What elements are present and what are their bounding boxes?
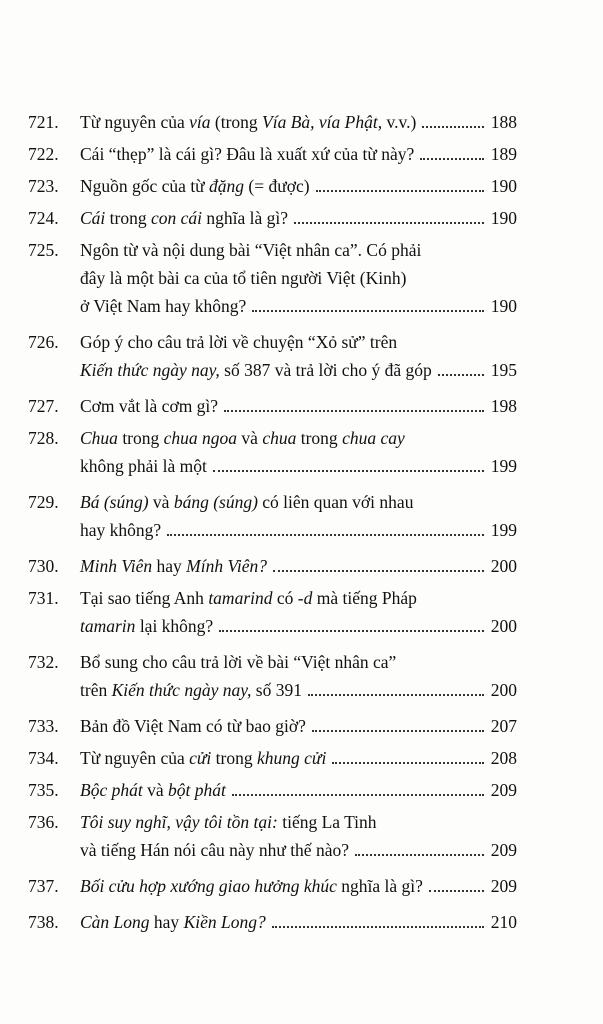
entry-title — [80, 172, 517, 200]
title-text — [80, 776, 226, 804]
italic-term: cửi — [189, 748, 212, 768]
italic-term: Cái — [80, 208, 106, 228]
toc-entry — [0, 424, 603, 480]
italic-term: Minh Viên — [80, 556, 153, 576]
italic-term: Kiến thức ngày nay, — [80, 360, 220, 380]
dot-leader — [420, 157, 484, 160]
page-number: 209 — [490, 780, 517, 800]
dot-leader — [272, 925, 484, 928]
title-segment: trong — [105, 208, 151, 228]
entry-number: 734. — [28, 748, 59, 768]
title-text — [80, 392, 218, 420]
entry-title — [80, 204, 517, 232]
entry-title — [80, 424, 517, 480]
entry-title — [80, 584, 517, 640]
title-line — [80, 776, 517, 804]
title-segment: Từ nguyên của — [80, 112, 190, 132]
title-segment: v.v.) — [382, 112, 417, 132]
title-text — [80, 356, 432, 384]
title-line — [80, 648, 517, 676]
italic-term: con cái — [151, 208, 203, 228]
page-number: 190 — [490, 296, 517, 316]
entry-number: 728. — [28, 428, 59, 448]
title-text — [80, 744, 326, 772]
title-segment: và tiếng Hán nói câu này như thế nào? — [80, 840, 349, 860]
title-segment: trong — [117, 428, 164, 448]
dot-leader — [422, 125, 484, 128]
italic-term: chua — [262, 428, 297, 448]
table-of-contents — [0, 108, 603, 940]
toc-entry — [0, 908, 603, 936]
italic-term: bột phát — [167, 780, 226, 800]
toc-entry — [0, 204, 603, 232]
title-line — [80, 744, 517, 772]
entry-title — [80, 776, 517, 804]
italic-term: d — [303, 588, 313, 608]
entry-title — [80, 140, 517, 168]
title-line — [80, 584, 517, 612]
dot-leader — [316, 189, 484, 192]
title-segment: hay — [149, 912, 184, 932]
toc-entry — [0, 744, 603, 772]
entry-title — [80, 908, 517, 936]
title-segment: nghĩa là gì? — [336, 876, 423, 896]
entry-title — [80, 236, 517, 320]
page-number: 199 — [490, 456, 517, 476]
toc-entry — [0, 584, 603, 640]
page-number: 199 — [490, 520, 517, 540]
toc-entry — [0, 648, 603, 704]
toc-entry — [0, 108, 603, 136]
dot-leader — [308, 693, 484, 696]
title-segment: đây là một bài ca của tổ tiên người Việt (Kinh) — [80, 268, 407, 288]
title-segment: trong — [211, 748, 257, 768]
dot-leader — [332, 761, 484, 764]
title-segment: tiếng La Tinh — [277, 812, 377, 832]
title-segment: Cái “thẹp” là cái gì? Đâu là xuất xứ của từ này? — [80, 144, 415, 164]
toc-entry — [0, 808, 603, 864]
title-text — [80, 552, 267, 580]
entry-title — [80, 552, 517, 580]
title-text — [80, 140, 414, 168]
title-line — [80, 612, 517, 640]
italic-term: chua cay — [342, 428, 405, 448]
title-segment: hay không? — [80, 520, 162, 540]
toc-entry — [0, 140, 603, 168]
dot-leader — [232, 793, 484, 796]
title-text — [80, 836, 349, 864]
title-line — [80, 356, 517, 384]
title-line — [80, 264, 517, 292]
dot-leader — [273, 569, 484, 572]
entry-title — [80, 392, 517, 420]
title-text — [80, 872, 423, 900]
title-line — [80, 328, 517, 356]
title-text — [80, 676, 302, 704]
entry-number: 729. — [28, 492, 59, 512]
entry-number: 723. — [28, 176, 59, 196]
page-number: 208 — [490, 748, 517, 768]
entry-title — [80, 328, 517, 384]
title-text — [80, 452, 207, 480]
title-segment: mà tiếng Pháp — [312, 588, 417, 608]
page-number: 190 — [490, 176, 517, 196]
title-line — [80, 552, 517, 580]
entry-title — [80, 488, 517, 544]
title-text — [80, 204, 288, 232]
entry-title — [80, 872, 517, 900]
entry-number: 722. — [28, 144, 59, 164]
italic-term: Kiền Long? — [183, 912, 266, 932]
dot-leader — [438, 373, 484, 376]
title-segment: và — [148, 492, 174, 512]
entry-number: 735. — [28, 780, 59, 800]
title-text — [80, 292, 246, 320]
entry-title — [80, 108, 517, 136]
title-segment: có liên quan với nhau — [257, 492, 414, 512]
title-segment: Nguồn gốc của từ — [80, 176, 210, 196]
title-segment: Cơm vắt là cơm gì? — [80, 396, 219, 416]
dot-leader — [294, 221, 484, 224]
title-segment: (trong — [210, 112, 263, 132]
title-text — [80, 612, 213, 640]
title-line — [80, 204, 517, 232]
toc-entry — [0, 172, 603, 200]
title-line — [80, 712, 517, 740]
title-line — [80, 140, 517, 168]
entry-number: 724. — [28, 208, 59, 228]
title-line — [80, 108, 517, 136]
title-segment: trên — [80, 680, 112, 700]
title-segment: Từ nguyên của — [80, 748, 190, 768]
title-segment: không phải là một — [80, 456, 207, 476]
italic-term: tamarind — [208, 588, 273, 608]
title-line — [80, 808, 517, 836]
toc-entry — [0, 712, 603, 740]
page-number: 200 — [490, 680, 517, 700]
dot-leader — [167, 533, 484, 536]
entry-number: 725. — [28, 240, 59, 260]
dot-leader — [213, 469, 484, 472]
entry-number: 721. — [28, 112, 59, 132]
title-text — [80, 516, 161, 544]
italic-term: vía — [189, 112, 211, 132]
page-number: 190 — [490, 208, 517, 228]
entry-number: 726. — [28, 332, 59, 352]
toc-entry — [0, 328, 603, 384]
page-number: 200 — [490, 616, 517, 636]
title-text — [80, 172, 310, 200]
italic-term: Kiến thức ngày nay, — [111, 680, 252, 700]
title-segment: số 391 — [251, 680, 302, 700]
title-text — [80, 908, 266, 936]
italic-term: Vía Bà, vía Phật, — [262, 112, 383, 132]
title-text — [80, 108, 416, 136]
title-line — [80, 236, 517, 264]
entry-number: 730. — [28, 556, 59, 576]
dot-leader — [219, 629, 484, 632]
entry-number: 732. — [28, 652, 59, 672]
title-segment: và — [237, 428, 263, 448]
title-line — [80, 172, 517, 200]
dot-leader — [312, 729, 484, 732]
title-segment: có - — [272, 588, 304, 608]
title-line — [80, 836, 517, 864]
italic-term: Mính Viên? — [186, 556, 267, 576]
entry-number: 737. — [28, 876, 59, 896]
entry-number: 731. — [28, 588, 59, 608]
title-line — [80, 452, 517, 480]
italic-term: báng (súng) — [173, 492, 258, 512]
italic-term: Bối cửu hợp xướng giao hưởng khúc — [80, 876, 337, 896]
title-segment: số 387 và trả lời cho ý đã góp — [219, 360, 432, 380]
title-line — [80, 516, 517, 544]
entry-title — [80, 648, 517, 704]
page-number: 210 — [490, 912, 517, 932]
italic-term: tamarin — [80, 616, 136, 636]
toc-entry — [0, 776, 603, 804]
title-line — [80, 872, 517, 900]
page-number: 189 — [490, 144, 517, 164]
toc-entry — [0, 392, 603, 420]
italic-term: Bá (súng) — [80, 492, 149, 512]
entry-title — [80, 712, 517, 740]
dot-leader — [252, 309, 484, 312]
dot-leader — [355, 853, 484, 856]
title-segment: nghĩa là gì? — [202, 208, 289, 228]
entry-number: 733. — [28, 716, 59, 736]
title-line — [80, 488, 517, 516]
title-segment: lại không? — [135, 616, 214, 636]
page-number: 209 — [490, 876, 517, 896]
page-number: 207 — [490, 716, 517, 736]
toc-entry — [0, 488, 603, 544]
entry-number: 736. — [28, 812, 59, 832]
italic-term: chua ngoa — [163, 428, 238, 448]
title-segment: và — [142, 780, 168, 800]
page-number: 200 — [490, 556, 517, 576]
page-number: 195 — [490, 360, 517, 380]
italic-term: khung cửi — [257, 748, 327, 768]
dot-leader — [224, 409, 484, 412]
title-line — [80, 392, 517, 420]
page-number: 209 — [490, 840, 517, 860]
title-segment: Góp ý cho câu trả lời về chuyện “Xỏ sử” trên — [80, 332, 398, 352]
entry-title — [80, 808, 517, 864]
dot-leader — [429, 889, 484, 892]
page-number: 198 — [490, 396, 517, 416]
title-line — [80, 908, 517, 936]
page-number: 188 — [490, 112, 517, 132]
italic-term: Tôi suy nghĩ, vậy tôi tồn tại: — [80, 812, 278, 832]
italic-term: Chua — [80, 428, 118, 448]
title-segment: Ngôn từ và nội dung bài “Việt nhân ca”. Có phải — [80, 240, 422, 260]
italic-term: Bộc phát — [80, 780, 143, 800]
toc-entry — [0, 552, 603, 580]
entry-title — [80, 744, 517, 772]
toc-entry — [0, 236, 603, 320]
title-segment: hay — [152, 556, 187, 576]
title-segment: Tại sao tiếng Anh — [80, 588, 209, 608]
title-line — [80, 676, 517, 704]
title-line — [80, 292, 517, 320]
title-line — [80, 424, 517, 452]
title-segment: (= được) — [244, 176, 310, 196]
title-text — [80, 712, 306, 740]
italic-term: đặng — [209, 176, 245, 196]
italic-term: Càn Long — [80, 912, 150, 932]
toc-entry — [0, 872, 603, 900]
title-segment: Bản đồ Việt Nam có từ bao giờ? — [80, 716, 306, 736]
title-segment: ở Việt Nam hay không? — [80, 296, 247, 316]
entry-number: 738. — [28, 912, 59, 932]
entry-number: 727. — [28, 396, 59, 416]
title-segment: Bổ sung cho câu trả lời về bài “Việt nhân ca” — [80, 652, 397, 672]
title-segment: trong — [296, 428, 343, 448]
